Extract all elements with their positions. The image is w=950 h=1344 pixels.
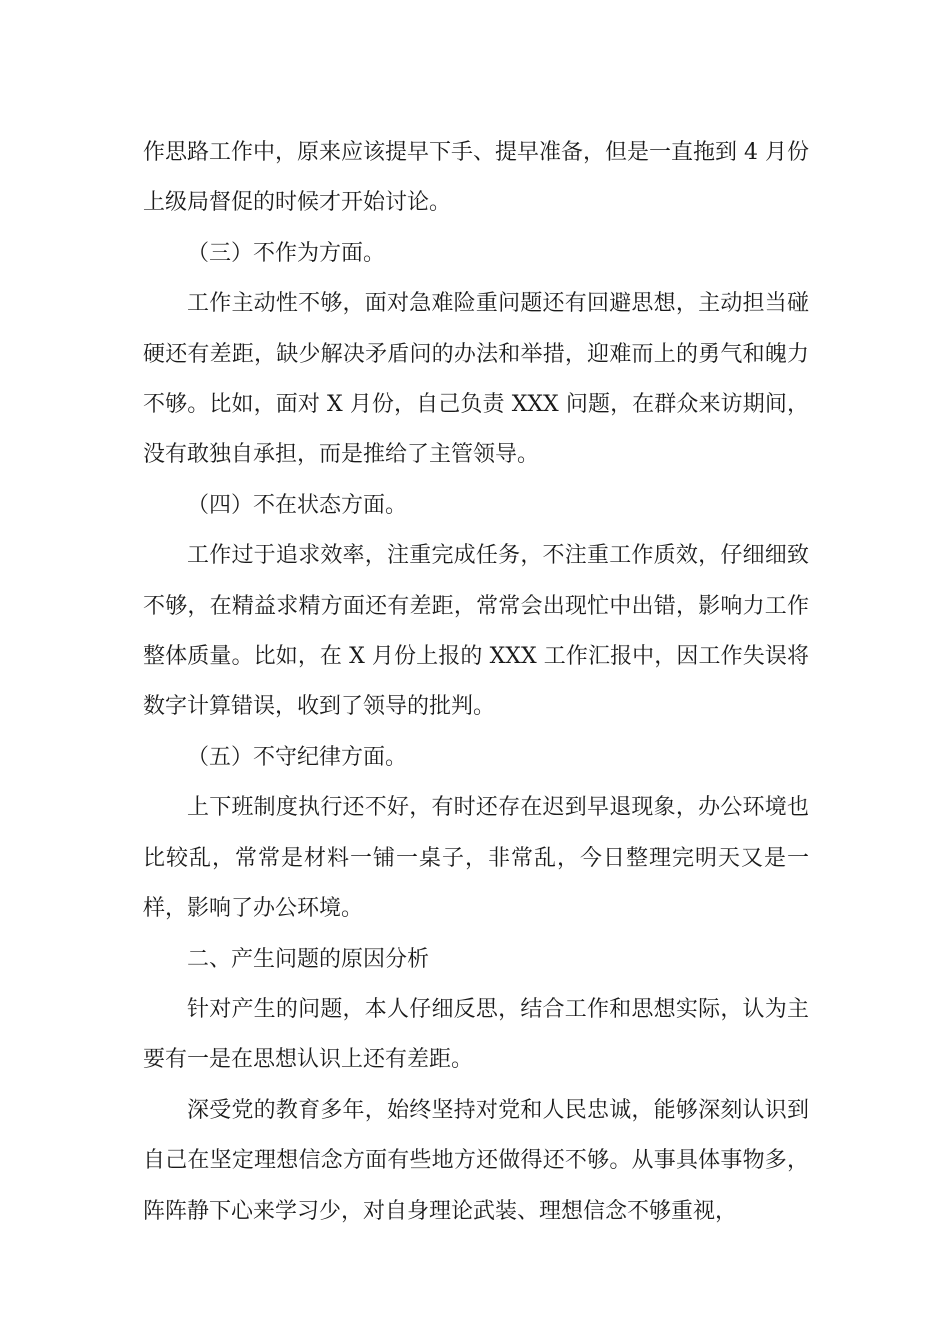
section-heading-5: （五）不守纪律方面。 [187,744,408,770]
section-heading-2: 二、产生问题的原因分析 [187,946,430,972]
document-body [143,128,809,1237]
section-heading-4: （四）不在状态方面。 [187,492,408,518]
paragraph-continuation: 作思路工作中，原来应该提早下手、提早准备，但是一直拖到 4 月份上级局督促的时候才开始讨论。 [143,140,809,216]
paragraph: 深受党的教育多年，始终坚持对党和人民忠诚，能够深刻认识到自己在坚定理想信念方面有些地方还做得还不够。从事具体事物多，阵阵静下心来学习少，对自身理论武装、理想信念不够重视， [143,1097,809,1224]
section-heading-3: （三）不作为方面。 [187,240,386,266]
paragraph: 工作过于追求效率，注重完成任务，不注重工作质效，仔细细致不够，在精益求精方面还有差距，常常会出现忙中出错，影响力工作整体质量。比如，在 X 月份上报的 XXX 工作汇报中，因工作失误将数字计算错误，收到了领导的批判。 [143,543,809,720]
paragraph: 针对产生的问题，本人仔细反思，结合工作和思想实际，认为主要有一是在思想认识上还有差距。 [143,996,809,1073]
paragraph: 工作主动性不够，面对急难险重问题还有回避思想，主动担当碰硬还有差距，缺少解决矛盾问的办法和举措，迎难而上的勇气和魄力不够。比如，面对 X 月份，自己负责 XXX 问题，在群众来访期间，没有敢独自承担，而是推给了主管领导。 [143,291,809,468]
paragraph: 上下班制度执行还不好，有时还存在迟到早退现象，办公环境也比较乱，常常是材料一铺一桌子，非常乱，今日整理完明天又是一样，影响了办公环境。 [143,795,809,922]
